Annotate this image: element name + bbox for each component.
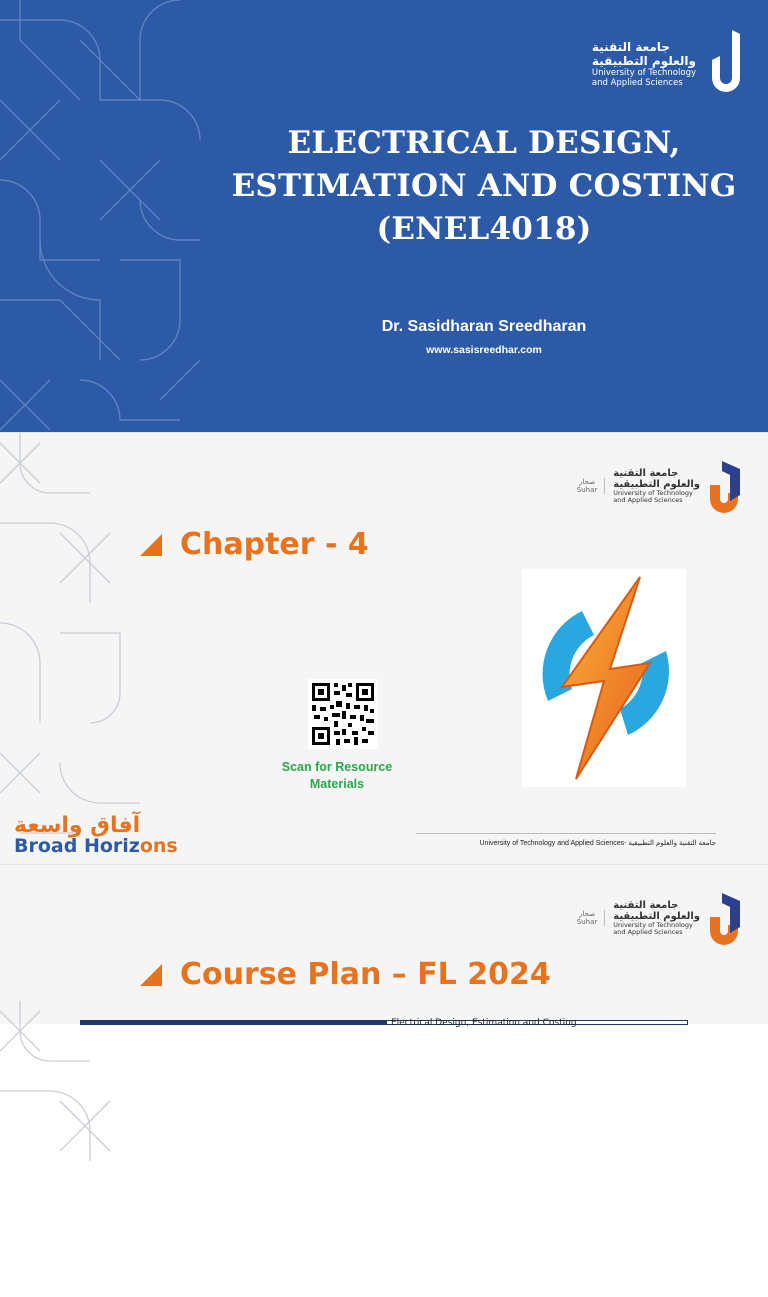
campus-english: Suhar <box>576 918 598 926</box>
title-line-1: ELECTRICAL DESIGN, <box>287 125 681 161</box>
campus-arabic: صحار <box>579 910 596 918</box>
logo-english-line2: and Applied Sciences <box>613 496 683 504</box>
orange-triangle-icon <box>140 964 162 986</box>
table-header-cell <box>80 1020 386 1025</box>
scan-caption-line2: Materials <box>309 777 365 791</box>
chapter-title: Chapter - 4 <box>180 527 369 562</box>
logo-english-line2: and Applied Sciences <box>613 928 683 936</box>
broad-horizons-part1: Broad Horiz <box>14 835 140 857</box>
utas-logo-icon <box>708 457 742 515</box>
scan-caption-line1: Scan for Resource <box>281 760 393 774</box>
decorative-pattern <box>0 865 160 1297</box>
title-line-2: ESTIMATION AND COSTING <box>231 168 737 204</box>
university-logo <box>592 28 746 100</box>
logo-arabic-line2: والعلوم التطبيقية <box>591 54 696 68</box>
logo-english-line2: and Applied Sciences <box>591 78 683 88</box>
logo-arabic-line1: جامعة التقنية <box>613 899 679 911</box>
campus-label <box>577 910 605 926</box>
course-plan-heading <box>140 957 551 992</box>
logo-english-line1: University of Technology <box>613 488 693 497</box>
bolt-image <box>522 569 686 787</box>
logo-arabic-line2: والعلوم التطبيقية <box>613 910 700 922</box>
course-plan-slide <box>0 864 768 1028</box>
utas-logo-icon <box>708 889 742 947</box>
campus-arabic: صحار <box>579 478 596 486</box>
scan-caption <box>262 759 412 793</box>
presentation-title <box>200 122 768 251</box>
author-website[interactable]: www.sasisreedhar.com <box>426 344 542 356</box>
slide-footer: University of Technology and Applied Sciences- جامعة التقنية والعلوم التطبيقية <box>479 840 716 847</box>
table-cell: Electrical Design, Estimation and Costing <box>386 1020 688 1025</box>
logo-arabic-line1: جامعة التقنية <box>591 40 670 54</box>
campus-logo <box>577 457 742 515</box>
campus-label <box>577 478 605 494</box>
decorative-pattern <box>0 0 200 432</box>
title-line-3: (ENEL4018) <box>376 211 592 247</box>
campus-english: Suhar <box>576 486 598 494</box>
orange-triangle-icon <box>140 534 162 556</box>
chapter-heading <box>140 527 369 562</box>
course-plan-table <box>80 1018 688 1028</box>
lightning-bolt-icon <box>522 569 686 787</box>
title-slide <box>0 0 768 432</box>
logo-arabic-line2: والعلوم التطبيقية <box>613 478 700 490</box>
broad-horizons-logo <box>14 813 178 857</box>
campus-logo <box>577 889 742 947</box>
decorative-pattern <box>0 433 160 865</box>
logo-arabic-line1: جامعة التقنية <box>613 467 679 479</box>
course-plan-title: Course Plan – FL 2024 <box>180 957 551 992</box>
utas-logo-icon <box>706 28 746 100</box>
logo-english-line1: University of Technology <box>591 68 696 78</box>
author-name: Dr. Sasidharan Sreedharan <box>381 318 587 335</box>
logo-english-line1: University of Technology <box>613 920 693 929</box>
broad-horizons-arabic: آفاق واسعة <box>14 813 141 838</box>
qr-code-icon[interactable] <box>308 679 378 749</box>
broad-horizons-part2: ons <box>139 835 178 857</box>
chapter-slide <box>0 432 768 864</box>
footer-divider <box>416 833 716 834</box>
broad-horizons-english <box>14 835 178 857</box>
